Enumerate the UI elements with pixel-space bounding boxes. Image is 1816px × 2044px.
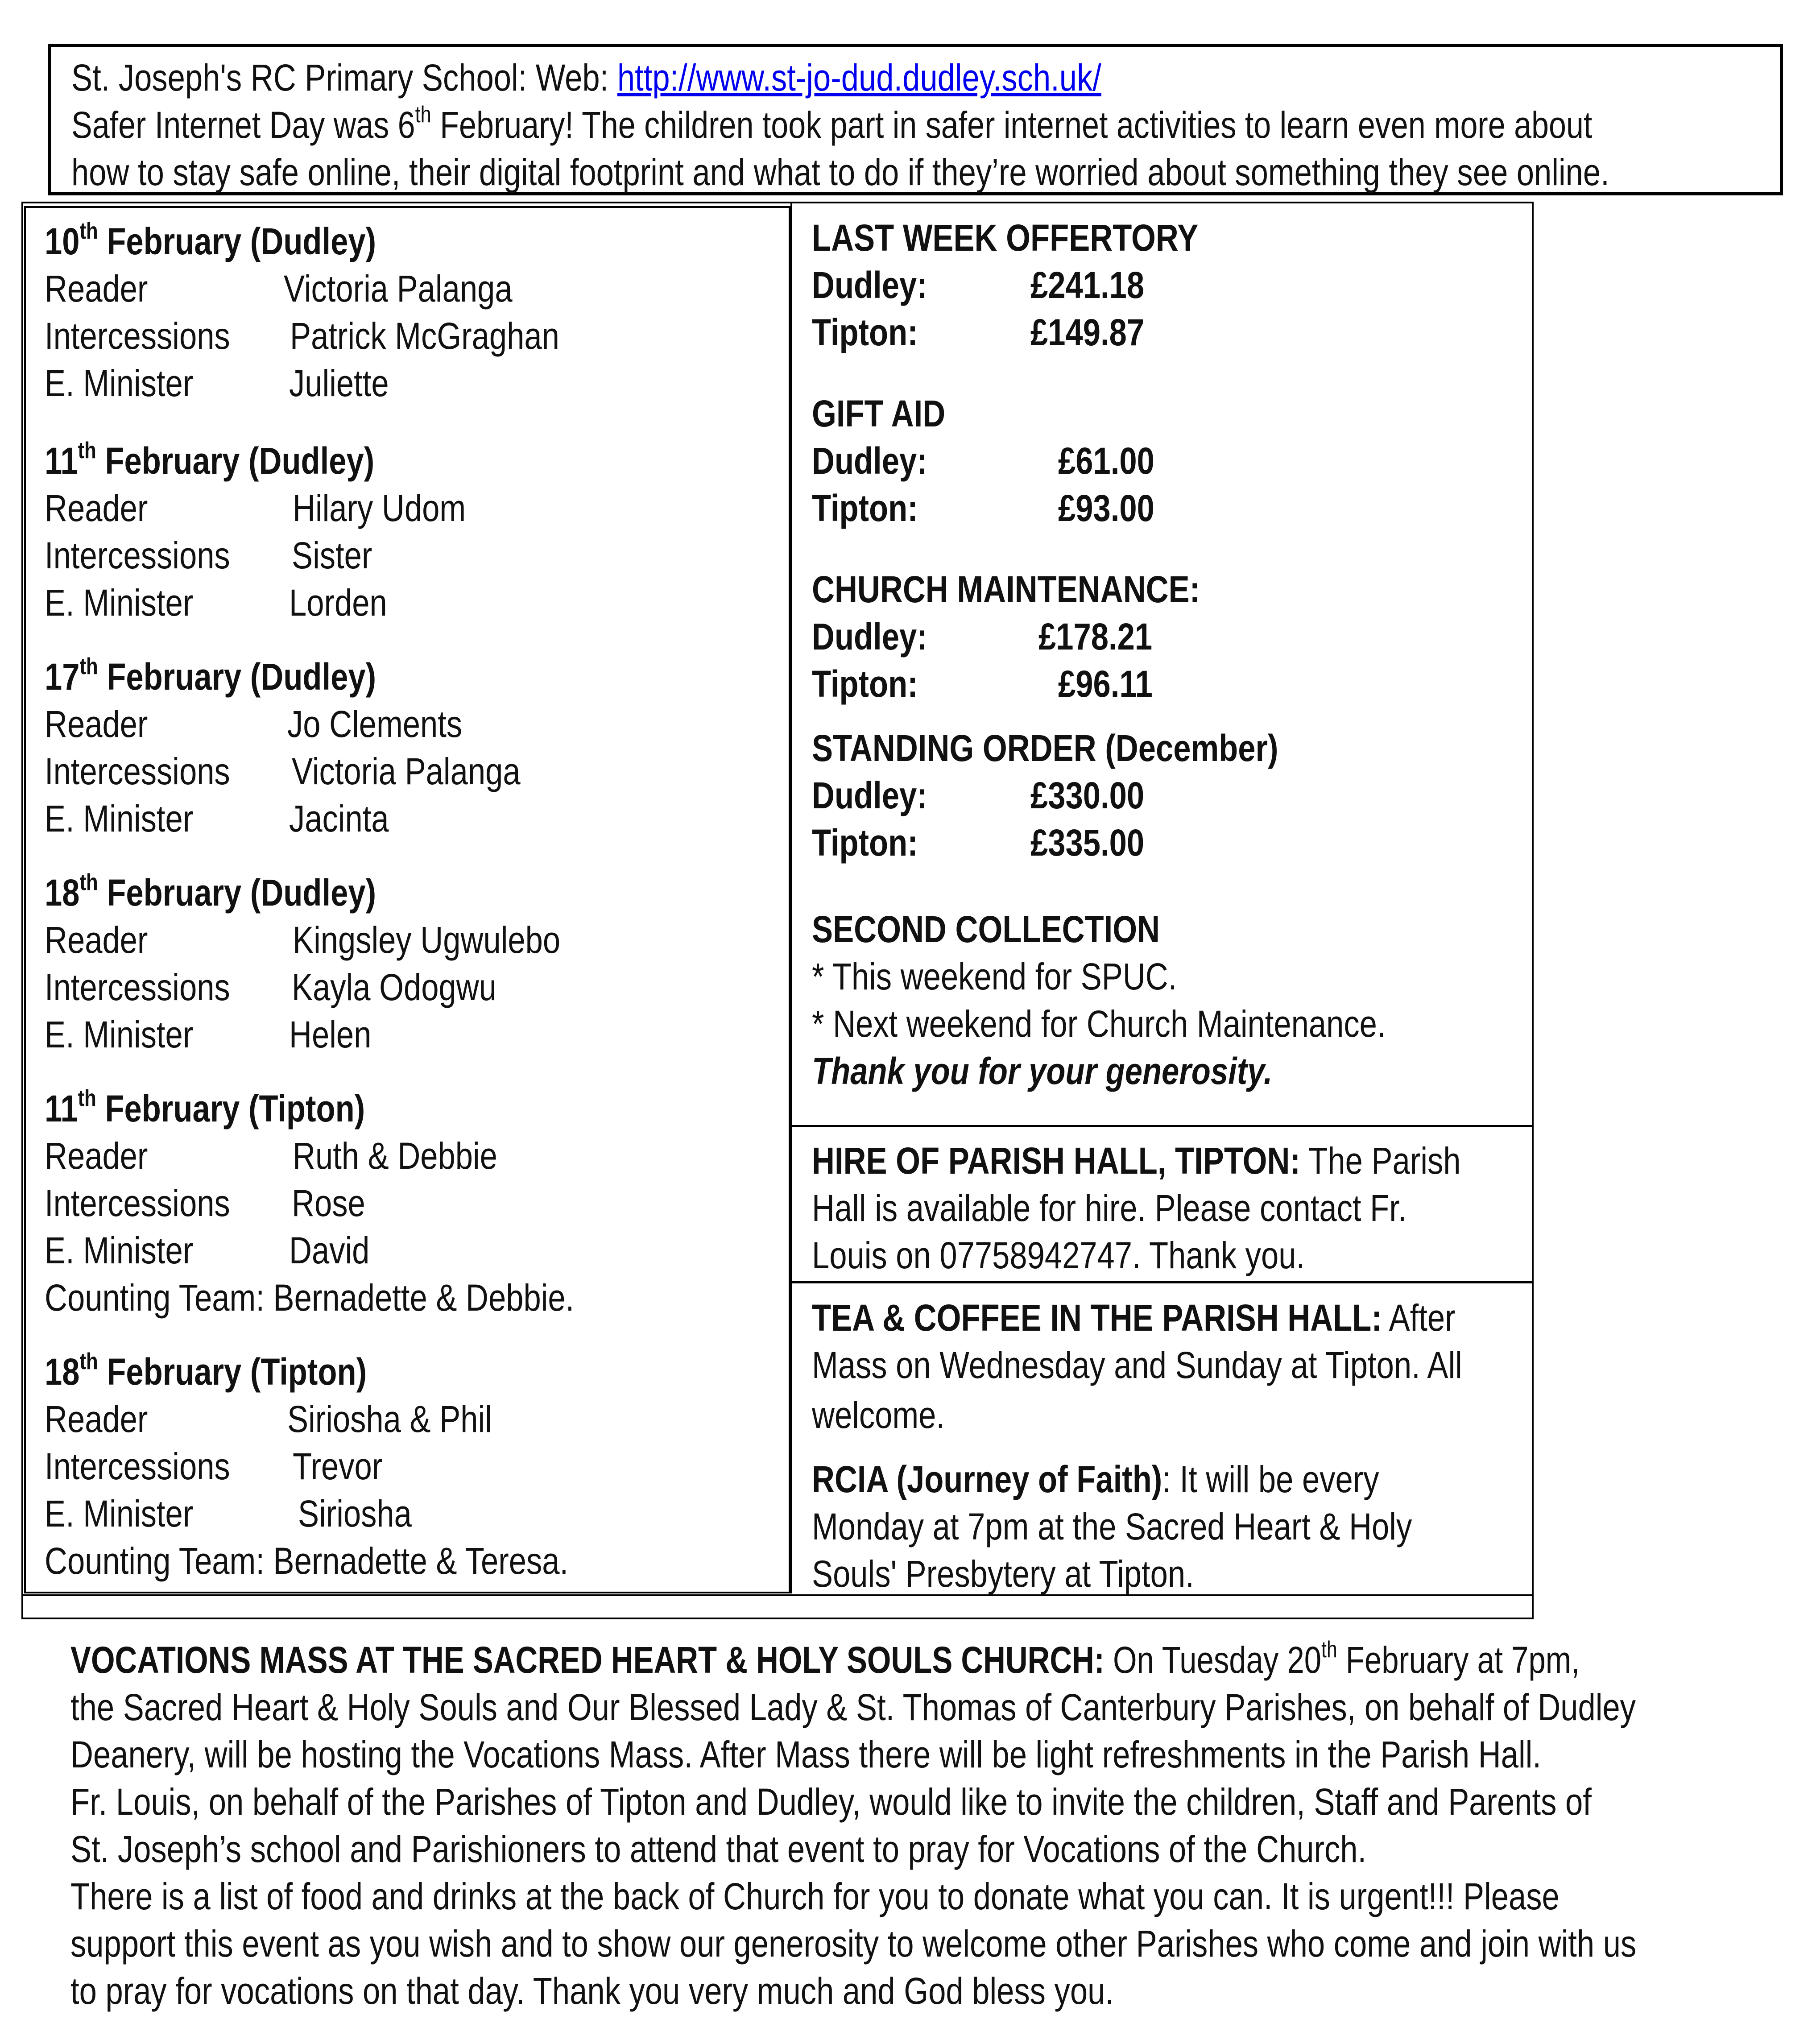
rota-role: Intercessions (45, 750, 230, 792)
standing-order-dudley-label: Dudley: (812, 774, 927, 816)
hall-hire-line-1: HIRE OF PARISH HALL, TIPTON: The Parish (812, 1140, 1461, 1182)
gift-aid-dudley-label: Dudley: (812, 440, 927, 482)
offertory-dudley-label: Dudley: (812, 264, 927, 306)
rota-role: E. Minister (45, 1014, 194, 1055)
rota-name: Lorden (289, 582, 387, 624)
rota-role: Reader (45, 919, 148, 961)
safer-internet-text-2: how to stay safe online, their digital footprint and what to do if they’re worried about something they see online. (71, 151, 1609, 193)
vocations-line: St. Joseph’s school and Parishioners to attend that event to pray for Vocations of the Church. (70, 1828, 1367, 1870)
rota-heading: 17th February (Dudley) (45, 654, 376, 698)
rota-name: Victoria Palanga (292, 750, 521, 792)
second-collection-line: * Next weekend for Church Maintenance. (812, 1003, 1386, 1045)
frame-divider (23, 1594, 1532, 1596)
offertory-tipton-label: Tipton: (812, 311, 918, 353)
rota-role: E. Minister (45, 582, 194, 624)
vocations-line: VOCATIONS MASS AT THE SACRED HEART & HOLY SOULS CHURCH: On Tuesday 20th February at 7pm, (70, 1637, 1580, 1681)
rota-role: Intercessions (45, 1182, 230, 1224)
hall-hire-box (790, 1125, 1534, 1281)
rota-role: Reader (45, 703, 148, 745)
rota-name: Kingsley Ugwulebo (293, 919, 561, 961)
rota-name: Sister (292, 534, 372, 576)
rota-heading: 18th February (Dudley) (45, 869, 376, 914)
second-collection-title: SECOND COLLECTION (812, 908, 1160, 950)
standing-order-tipton-label: Tipton: (812, 822, 918, 864)
rota-column (24, 206, 790, 1593)
rota-role: Intercessions (45, 315, 230, 357)
standing-order-title: STANDING ORDER (December) (812, 727, 1278, 769)
gift-aid-title: GIFT AID (812, 393, 946, 434)
tea-rcia-box (790, 1281, 1534, 1593)
rota-role: E. Minister (45, 1493, 194, 1535)
rota-name: Jo Clements (287, 703, 463, 745)
rota-role: Intercessions (45, 1445, 230, 1487)
school-notice-box (48, 44, 1783, 195)
rota-role: Intercessions (45, 966, 230, 1008)
rota-name: Kayla Odogwu (292, 966, 496, 1008)
rota-name: Rose (292, 1182, 365, 1224)
second-collection-thanks: Thank you for your generosity. (812, 1050, 1273, 1092)
vocations-line: to pray for vocations on that day. Thank you very much and God bless you. (70, 1970, 1114, 2012)
rota-role: E. Minister (45, 362, 194, 404)
safer-internet-text-a: Safer Internet Day was 6 (71, 104, 415, 146)
maintenance-dudley-label: Dudley: (812, 616, 927, 658)
vocations-line: support this event as you wish and to show our generosity to welcome other Parishes who come and join with us (70, 1923, 1637, 1965)
tea-coffee-line-1: TEA & COFFEE IN THE PARISH HALL: After (812, 1297, 1456, 1339)
rota-name: Trevor (293, 1445, 383, 1487)
rota-role: Reader (45, 268, 148, 310)
second-collection-line: * This weekend for SPUC. (812, 956, 1177, 997)
safer-internet-line-2 (71, 149, 1816, 196)
school-web-link[interactable]: http://www.st-jo-dud.dudley.sch.uk/ (617, 57, 1101, 99)
maintenance-dudley-amount: £178.21 (1038, 616, 1153, 658)
counting-team: Counting Team: Bernadette & Teresa. (45, 1540, 569, 1582)
rota-name: Hilary Udom (293, 487, 466, 529)
finance-box (790, 202, 1534, 1125)
tea-coffee-line-2: Mass on Wednesday and Sunday at Tipton. All (812, 1344, 1462, 1386)
rota-name: Ruth & Debbie (293, 1135, 497, 1177)
vocations-line: Deanery, will be hosting the Vocations Mass. After Mass there will be light refreshments in the Parish Hall. (70, 1734, 1541, 1775)
rota-name: Patrick McGraghan (290, 315, 559, 357)
rota-heading: 18th February (Tipton) (45, 1349, 367, 1393)
rota-name: David (289, 1229, 370, 1271)
gift-aid-tipton-label: Tipton: (812, 487, 918, 529)
safer-internet-text-b: February! The children took part in safer internet activities to learn even more about (431, 104, 1593, 146)
maintenance-title: CHURCH MAINTENANCE: (812, 568, 1200, 610)
rota-role: Intercessions (45, 534, 230, 576)
offertory-dudley-amount: £241.18 (1030, 264, 1145, 306)
offertory-title: LAST WEEK OFFERTORY (812, 217, 1199, 259)
rota-name: Siriosha (298, 1493, 412, 1535)
school-web-label: St. Joseph's RC Primary School: Web: (71, 57, 617, 99)
hall-hire-line-2: Hall is available for hire. Please contact Fr. (812, 1187, 1407, 1229)
gift-aid-tipton-amount: £93.00 (1058, 487, 1154, 529)
counting-team: Counting Team: Bernadette & Debbie. (45, 1277, 575, 1319)
rota-heading: 11th February (Tipton) (45, 1085, 365, 1130)
rcia-line-1: RCIA (Journey of Faith): It will be every (812, 1458, 1379, 1500)
rota-name: Jacinta (289, 798, 389, 840)
gift-aid-dudley-amount: £61.00 (1058, 440, 1154, 482)
rota-name: Siriosha & Phil (287, 1398, 492, 1440)
vocations-line: There is a list of food and drinks at the back of Church for you to donate what you can. It is urgent!!! Please (70, 1875, 1560, 1917)
safer-internet-sup: th (415, 102, 431, 128)
vocations-line: Fr. Louis, on behalf of the Parishes of Tipton and Dudley, would like to invite the children, Staff and Parents of (70, 1781, 1592, 1823)
vocations-line: the Sacred Heart & Holy Souls and Our Blessed Lady & St. Thomas of Canterbury Parishes, on behalf of Dudley (70, 1686, 1636, 1728)
maintenance-tipton-amount: £96.11 (1058, 663, 1153, 705)
rota-role: Reader (45, 1135, 148, 1177)
rcia-line-2: Monday at 7pm at the Sacred Heart & Holy (812, 1506, 1412, 1547)
rota-name: Helen (289, 1014, 372, 1055)
tea-coffee-line-3: welcome. (812, 1394, 945, 1436)
rota-role: Reader (45, 487, 148, 529)
maintenance-tipton-label: Tipton: (812, 663, 918, 705)
standing-order-dudley-amount: £330.00 (1030, 774, 1145, 816)
rota-role: Reader (45, 1398, 148, 1440)
safer-internet-line-1 (71, 101, 1816, 149)
hall-hire-line-3: Louis on 07758942747. Thank you. (812, 1234, 1305, 1276)
rota-name: Juliette (289, 362, 389, 404)
rota-heading: 10th February (Dudley) (45, 218, 376, 262)
school-web-line (71, 54, 1298, 101)
rota-name: Victoria Palanga (284, 268, 513, 310)
rota-role: E. Minister (45, 798, 194, 840)
rota-role: E. Minister (45, 1229, 194, 1271)
rota-heading: 11th February (Dudley) (45, 438, 375, 482)
rcia-line-3: Souls' Presbytery at Tipton. (812, 1553, 1194, 1595)
offertory-tipton-amount: £149.87 (1030, 311, 1145, 353)
standing-order-tipton-amount: £335.00 (1030, 822, 1145, 864)
